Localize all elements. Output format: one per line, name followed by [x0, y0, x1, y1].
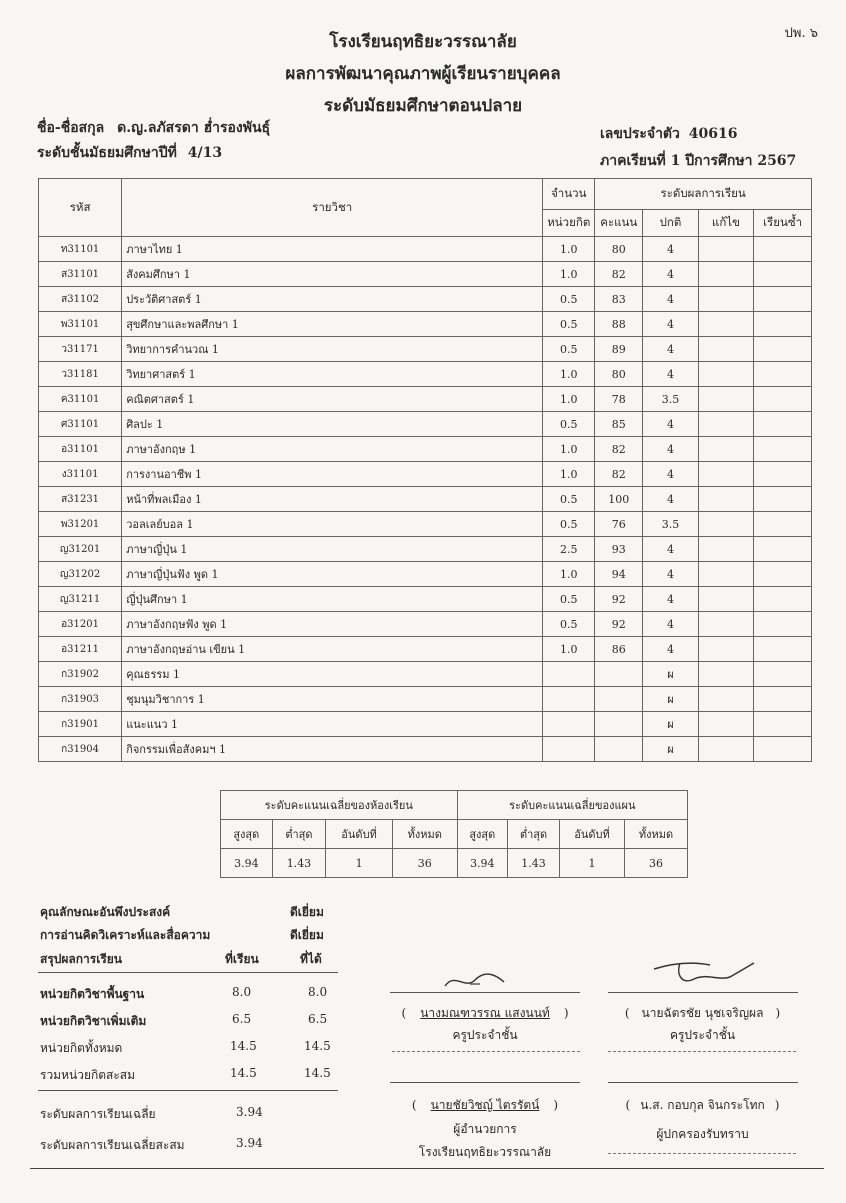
grade-score: 86: [595, 637, 643, 662]
grade-code: ก31903: [39, 687, 122, 712]
grade-subject: ภาษาญี่ปุ่น 1: [122, 537, 543, 562]
grade-repeat: [754, 637, 812, 662]
grade-units: [543, 737, 595, 762]
grade-score: 92: [595, 587, 643, 612]
grade-row: [39, 562, 812, 587]
grade-units: 0.5: [543, 287, 595, 312]
grade-subject: สังคมศึกษา 1: [122, 262, 543, 287]
col-studied: ที่เรียน: [225, 952, 259, 966]
grade-repeat: [754, 512, 812, 537]
grade-code: ญ31201: [39, 537, 122, 562]
grade-score: 94: [595, 562, 643, 587]
col-subject: รายวิชา: [122, 179, 543, 237]
grades-table: [38, 178, 812, 762]
grade-subject: ชุมนุมวิชาการ 1: [122, 687, 543, 712]
grade-score: 92: [595, 612, 643, 637]
grade-row: [39, 262, 812, 287]
grade-repeat: [754, 712, 812, 737]
summary-row-earned: 14.5: [304, 1039, 331, 1053]
summary-divider: [38, 1090, 338, 1091]
avg-header: สูงสุด: [221, 820, 273, 849]
grade-code: ญ31202: [39, 562, 122, 587]
program-max: 3.94: [457, 849, 507, 878]
sig-line: [608, 1082, 798, 1083]
grade-score: 78: [595, 387, 643, 412]
signature-advisor2: [650, 955, 760, 995]
summary-row-studied: 6.5: [232, 1012, 252, 1026]
advisor1-name: นางมณฑวรรณ แสงนนท์: [420, 1006, 550, 1020]
grade-units: 1.0: [543, 262, 595, 287]
grade-remedial: [698, 587, 754, 612]
grade-subject: ภาษาไทย 1: [122, 237, 543, 262]
grade-repeat: [754, 312, 812, 337]
summary-row-earned: 6.5: [308, 1012, 328, 1026]
grade-score: 82: [595, 262, 643, 287]
grade-code: ท31101: [39, 237, 122, 262]
grade-subject: คุณธรรม 1: [122, 662, 543, 687]
date-line: [392, 1051, 580, 1052]
grade-normal: 4: [643, 312, 698, 337]
signature-advisor1: [440, 968, 510, 994]
grade-normal: 4: [643, 487, 698, 512]
student-name-label: ชื่อ-ชื่อสกุล: [37, 120, 105, 136]
grade-normal: 4: [643, 412, 698, 437]
grade-normal: 4: [643, 537, 698, 562]
grade-code: ส31102: [39, 287, 122, 312]
grade-units: [543, 687, 595, 712]
col-units: หน่วยกิต: [543, 210, 595, 237]
report-title: ผลการพัฒนาคุณภาพผู้เรียนรายบุคคล: [285, 64, 561, 84]
program-min: 1.43: [507, 849, 559, 878]
grade-normal: 3.5: [643, 512, 698, 537]
grade-subject: ญี่ปุ่นศึกษา 1: [122, 587, 543, 612]
grade-score: 80: [595, 237, 643, 262]
grade-score: 88: [595, 312, 643, 337]
grade-normal: 4: [643, 287, 698, 312]
grade-remedial: [698, 662, 754, 687]
grade-subject: กิจกรรมเพื่อสังคมฯ 1: [122, 737, 543, 762]
grade-subject: ภาษาอังกฤษ 1: [122, 437, 543, 462]
grade-subject: คณิตศาสตร์ 1: [122, 387, 543, 412]
grade-score: 89: [595, 337, 643, 362]
grade-units: 1.0: [543, 237, 595, 262]
grade-repeat: [754, 562, 812, 587]
col-code: รหัส: [39, 179, 122, 237]
grade-score: 80: [595, 362, 643, 387]
grade-remedial: [698, 312, 754, 337]
grade-remedial: [698, 437, 754, 462]
grade-score: 100: [595, 487, 643, 512]
grade-subject: ภาษาอังกฤษฟัง พูด 1: [122, 612, 543, 637]
grade-row: [39, 412, 812, 437]
student-name: ด.ญ.ลภัสรดา ฮ่ำรองพันธุ์: [117, 120, 271, 136]
grade-normal: ผ: [643, 712, 698, 737]
avg-header: ทั้งหมด: [624, 820, 687, 849]
grade-remedial: [698, 462, 754, 487]
student-level: 4/13: [187, 145, 223, 161]
grade-units: 1.0: [543, 562, 595, 587]
grade-subject: การงานอาชีพ 1: [122, 462, 543, 487]
summary-row-studied: 8.0: [232, 985, 252, 999]
grade-units: 1.0: [543, 387, 595, 412]
summary-divider: [38, 972, 338, 973]
grade-subject: ภาษาอังกฤษอ่าน เขียน 1: [122, 637, 543, 662]
col-units-top: จำนวน: [543, 179, 595, 210]
director-school: โรงเรียนฤทธิยะวรรณาลัย: [418, 1145, 552, 1159]
grade-units: 0.5: [543, 312, 595, 337]
director-name: นายชัยวิชญ์ ไตรรัตน์: [430, 1098, 540, 1112]
grade-remedial: [698, 562, 754, 587]
program-rank: 1: [560, 849, 625, 878]
summary-row-studied: 14.5: [230, 1066, 257, 1080]
grade-remedial: [698, 412, 754, 437]
director-role: ผู้อำนวยการ: [453, 1122, 517, 1136]
grade-repeat: [754, 587, 812, 612]
grade-remedial: [698, 287, 754, 312]
grade-row: [39, 387, 812, 412]
grade-score: 82: [595, 462, 643, 487]
grade-subject: หน้าที่พลเมือง 1: [122, 487, 543, 512]
grade-remedial: [698, 262, 754, 287]
grade-repeat: [754, 337, 812, 362]
grade-normal: 4: [643, 362, 698, 387]
grade-normal: 4: [643, 612, 698, 637]
summary-row-label: หน่วยกิตทั้งหมด: [40, 1041, 123, 1055]
grade-code: พ31101: [39, 312, 122, 337]
avg-header: ต่ำสุด: [272, 820, 326, 849]
grade-repeat: [754, 462, 812, 487]
col-earned: ที่ได้: [300, 952, 322, 966]
grade-subject: วอลเลย์บอล 1: [122, 512, 543, 537]
grade-repeat: [754, 537, 812, 562]
summary-row-earned: 14.5: [304, 1066, 331, 1080]
grade-repeat: [754, 262, 812, 287]
grade-remedial: [698, 362, 754, 387]
sig-line: [390, 992, 580, 993]
grade-code: ก31904: [39, 737, 122, 762]
grade-units: 0.5: [543, 412, 595, 437]
grade-remedial: [698, 337, 754, 362]
grade-row: [39, 512, 812, 537]
grade-normal: ผ: [643, 687, 698, 712]
cgpa-label: ระดับผลการเรียนเฉลี่ยสะสม: [40, 1138, 185, 1152]
grade-score: 85: [595, 412, 643, 437]
term-info: ภาคเรียนที่ 1 ปีการศึกษา 2567: [600, 153, 797, 169]
grade-normal: 4: [643, 587, 698, 612]
grade-row: [39, 537, 812, 562]
grade-row: [39, 487, 812, 512]
summary-row-earned: 8.0: [308, 985, 328, 999]
class-total: 36: [392, 849, 457, 878]
grade-row: [39, 737, 812, 762]
grade-repeat: [754, 287, 812, 312]
grade-normal: 4: [643, 237, 698, 262]
grade-remedial: [698, 512, 754, 537]
grade-subject: วิทยาการคำนวณ 1: [122, 337, 543, 362]
summary-row-label: หน่วยกิตวิชาเพิ่มเติม: [40, 1014, 147, 1028]
grade-normal: 4: [643, 262, 698, 287]
sig-line: [608, 992, 798, 993]
grade-repeat: [754, 687, 812, 712]
class-avg-title: ระดับคะแนนเฉลี่ยของห้องเรียน: [221, 791, 458, 820]
grade-units: 0.5: [543, 512, 595, 537]
col-score: คะแนน: [595, 210, 643, 237]
grade-code: พ31201: [39, 512, 122, 537]
parent-name: น.ส. กอบกุล จินกระโทก: [640, 1098, 765, 1112]
gpa-value: 3.94: [236, 1105, 263, 1119]
grade-units: 0.5: [543, 587, 595, 612]
avg-header: อันดับที่: [326, 820, 393, 849]
grade-repeat: [754, 612, 812, 637]
reading-label: การอ่านคิดวิเคราะห์และสื่อความ: [40, 928, 211, 942]
grade-row: [39, 337, 812, 362]
grade-code: อ31201: [39, 612, 122, 637]
grade-units: 1.0: [543, 462, 595, 487]
grade-score: [595, 662, 643, 687]
grade-code: ก31902: [39, 662, 122, 687]
advisor1-role: ครูประจำชั้น: [452, 1028, 518, 1042]
grade-repeat: [754, 437, 812, 462]
grade-remedial: [698, 387, 754, 412]
advisor2-name-block: ( นายฉัตรชัย นุชเจริญผล ): [624, 1006, 781, 1020]
sig-line: [390, 1082, 580, 1083]
grade-row: [39, 637, 812, 662]
grade-repeat: [754, 412, 812, 437]
class-max: 3.94: [221, 849, 273, 878]
col-result-group: ระดับผลการเรียน: [595, 179, 812, 210]
grade-code: ส31101: [39, 262, 122, 287]
grade-units: 1.0: [543, 362, 595, 387]
cgpa-value: 3.94: [236, 1136, 263, 1150]
grade-code: ก31901: [39, 712, 122, 737]
grade-code: ค31101: [39, 387, 122, 412]
grade-normal: ผ: [643, 737, 698, 762]
grades-body: [39, 237, 812, 762]
grade-row: [39, 237, 812, 262]
attr-label: คุณลักษณะอันพึงประสงค์: [40, 905, 171, 919]
grade-row: [39, 712, 812, 737]
grade-remedial: [698, 487, 754, 512]
grade-repeat: [754, 737, 812, 762]
advisor2-role: ครูประจำชั้น: [669, 1028, 736, 1042]
student-id-label: เลขประจำตัว: [600, 126, 680, 142]
grade-units: 1.0: [543, 437, 595, 462]
class-rank: 1: [326, 849, 393, 878]
grade-code: อ31211: [39, 637, 122, 662]
grade-units: 0.5: [543, 612, 595, 637]
col-normal: ปกติ: [643, 210, 698, 237]
student-id-row: [600, 123, 737, 145]
student-level-label: ระดับชั้นมัธยมศึกษาปีที่: [37, 145, 177, 161]
page-bottom-rule: [30, 1168, 824, 1169]
grade-remedial: [698, 687, 754, 712]
grade-score: 83: [595, 287, 643, 312]
grade-row: [39, 437, 812, 462]
advisor1-name-block: ( นางมณฑวรรณ แสงนนท์ ): [401, 1006, 569, 1020]
grade-remedial: [698, 537, 754, 562]
grade-repeat: [754, 237, 812, 262]
grade-score: 76: [595, 512, 643, 537]
grade-row: [39, 287, 812, 312]
grade-code: ส31231: [39, 487, 122, 512]
averages-table: [220, 790, 688, 878]
level-title: ระดับมัธยมศึกษาตอนปลาย: [323, 96, 523, 116]
grade-units: [543, 662, 595, 687]
grade-remedial: [698, 637, 754, 662]
student-id: 40616: [688, 126, 738, 142]
result-label: สรุปผลการเรียน: [40, 952, 123, 966]
grade-score: [595, 687, 643, 712]
grade-remedial: [698, 712, 754, 737]
grade-repeat: [754, 487, 812, 512]
grade-normal: 3.5: [643, 387, 698, 412]
grade-repeat: [754, 662, 812, 687]
grade-subject: สุขศึกษาและพลศึกษา 1: [122, 312, 543, 337]
grade-code: ว31171: [39, 337, 122, 362]
grade-score: 93: [595, 537, 643, 562]
grade-subject: วิทยาศาสตร์ 1: [122, 362, 543, 387]
grade-row: [39, 587, 812, 612]
grade-remedial: [698, 737, 754, 762]
grade-row: [39, 612, 812, 637]
grade-subject: ภาษาญี่ปุ่นฟัง พูด 1: [122, 562, 543, 587]
grade-code: ญ31211: [39, 587, 122, 612]
program-avg-title: ระดับคะแนนเฉลี่ยของแผน: [457, 791, 687, 820]
advisor2-name: นายฉัตรชัย นุชเจริญผล: [641, 1006, 764, 1020]
col-repeat: เรียนซ้ำ: [754, 210, 812, 237]
summary-row-label: หน่วยกิตวิชาพื้นฐาน: [40, 987, 145, 1001]
grade-units: [543, 712, 595, 737]
parent-role: ผู้ปกครองรับทราบ: [656, 1127, 749, 1141]
avg-header: ต่ำสุด: [507, 820, 559, 849]
grade-units: 1.0: [543, 637, 595, 662]
grade-code: ศ31101: [39, 412, 122, 437]
grade-units: 0.5: [543, 337, 595, 362]
col-remedial: แก้ไข: [698, 210, 754, 237]
grade-code: ว31181: [39, 362, 122, 387]
grade-remedial: [698, 612, 754, 637]
gpa-label: ระดับผลการเรียนเฉลี่ย: [40, 1107, 156, 1121]
grade-subject: แนะแนว 1: [122, 712, 543, 737]
grade-score: [595, 712, 643, 737]
grade-subject: ประวัติศาสตร์ 1: [122, 287, 543, 312]
grade-score: 82: [595, 437, 643, 462]
school-name: โรงเรียนฤทธิยะวรรณาลัย: [329, 32, 517, 52]
grade-code: อ31101: [39, 437, 122, 462]
attr-value: ดีเยี่ยม: [290, 905, 324, 919]
form-code: ปพ. ๖: [784, 26, 818, 41]
parent-name-block: ( น.ส. กอบกุล จินกระโทก ): [625, 1098, 780, 1112]
summary-row-studied: 14.5: [230, 1039, 257, 1053]
student-level-row: [37, 142, 222, 164]
grade-normal: 4: [643, 637, 698, 662]
grade-repeat: [754, 362, 812, 387]
grade-row: [39, 662, 812, 687]
grade-score: [595, 737, 643, 762]
program-total: 36: [624, 849, 687, 878]
grade-row: [39, 312, 812, 337]
grade-units: 0.5: [543, 487, 595, 512]
grade-subject: ศิลปะ 1: [122, 412, 543, 437]
grade-normal: 4: [643, 337, 698, 362]
grade-normal: 4: [643, 462, 698, 487]
grade-row: [39, 462, 812, 487]
grade-remedial: [698, 237, 754, 262]
director-name-block: ( นายชัยวิชญ์ ไตรรัตน์ ): [411, 1098, 559, 1112]
grade-units: 2.5: [543, 537, 595, 562]
avg-header: อันดับที่: [560, 820, 625, 849]
grade-row: [39, 687, 812, 712]
reading-value: ดีเยี่ยม: [290, 928, 324, 942]
grade-code: ง31101: [39, 462, 122, 487]
summary-row-label: รวมหน่วยกิตสะสม: [40, 1068, 136, 1082]
avg-header: ทั้งหมด: [392, 820, 457, 849]
grade-normal: 4: [643, 437, 698, 462]
student-name-row: [37, 117, 270, 139]
grade-normal: ผ: [643, 662, 698, 687]
class-min: 1.43: [272, 849, 326, 878]
avg-header: สูงสุด: [457, 820, 507, 849]
grade-row: [39, 362, 812, 387]
grade-repeat: [754, 387, 812, 412]
date-line: [608, 1153, 796, 1154]
date-line: [608, 1051, 796, 1052]
grade-normal: 4: [643, 562, 698, 587]
